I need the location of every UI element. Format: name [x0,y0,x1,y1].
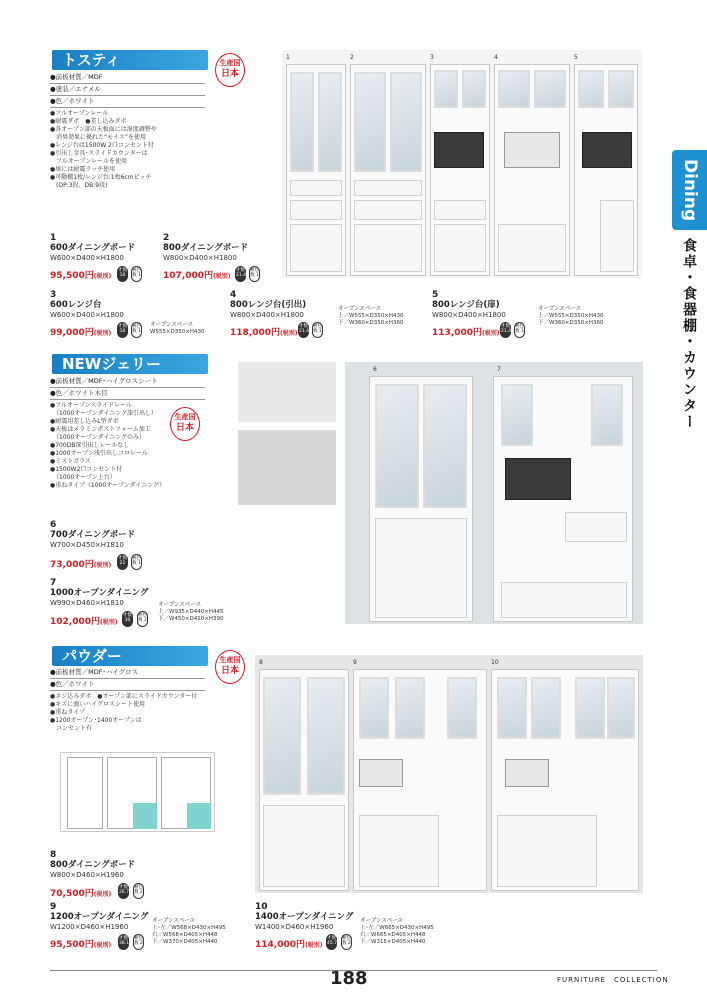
package-badge: 梱包数 2 [133,934,144,950]
package-badge: 梱包数 2 [133,883,144,899]
size-badge: 才数 21 [117,554,128,570]
price: 118,000円(税別) [230,328,298,338]
product-item: 4 800レンジ台(引出) W800×D400×H1800 [230,290,307,319]
package-badge: 梱包数 1 [312,322,323,338]
product-item: 9 1200オープンダイニング W1200×D460×H1960 [50,902,149,931]
package-badge: 梱包数 1 [131,554,142,570]
product-item: 7 1000オープンダイニング W990×D460×H1810 [50,578,149,607]
feature-list-jelly: ●フルオープンスライドレール （1000オープンダイニング深引出し） ●耐震用差し込みL型ダボ ●天板はメラミンポストフォーム加工 （1000オープンダイニングのみ） ●700DB深引出しレールなし ●1000オープン浅引出しコロレール ●ミストガラス ●1500W2口コンセント付 （1000オープン上台） ●重ねタイプ（1000オープンダイニング） [50,402,166,489]
open-space-spec: オープンスペース 上／W555×D350×H430 下／W360×D350×H360 [338,306,404,326]
product-item: 5 800レンジ台(扉) W800×D400×H1800 [432,290,506,319]
open-space-spec: オープンスペース 上／W935×D440×H445 下／W450×D410×H390 [158,602,224,622]
category-label: 食卓・食器棚・カウンター [681,238,697,430]
size-badge: 才数 38.1 [118,934,129,950]
product-item: 8 800ダイニングボード W800×D460×H1960 [50,850,136,879]
spec-list-tosti: ●前板材質／MDF ●塗装／エナメル ●色／ホワイト [50,72,205,108]
open-space-spec: オープンスペース 上／W555×D350×H430 下／W360×D350×H360 [538,306,604,326]
feature-list-tosti: ●フルオープンレール ●耐震ダボ ●差し込みダボ ●各オープン部の天板面には湿度調整や 消臭効果に優れた“モイス”を使用 ●レンジ台は1500W 2口コンセント付 ●引出し金具･スライドカウンターは フルオープンレールを使用 ●扉には耐震ラッチ使用 ●可動棚1枚/レンジ台:1枚6cmピッチ (OP:3段、DB:9段) [50,110,157,189]
category-tab-dining: Dining [672,150,707,230]
product-photo-tosti: 1 2 3 4 5 [282,50,642,278]
spec-list-jelly: ●前板材質／MDF･ハイグロスシート ●色／ホワイト木目 [50,376,205,400]
product-item: 2 800ダイニングボード W800×D400×H1800 [163,233,249,262]
page-number: 188 [330,968,368,989]
package-badge: 梱包数 1 [249,266,260,282]
price: 107,000円(税別) [163,271,231,281]
product-photo-powder: 8 9 10 [255,655,643,893]
product-item: 1 600ダイニングボード W600×D400×H1800 [50,233,136,262]
package-badge: 梱包数 2 [137,611,148,627]
product-photo-jelly: 6 7 [345,362,643,624]
package-badge: 梱包数 1 [514,322,525,338]
product-item: 3 600レンジ台 W600×D400×H1800 [50,290,124,319]
size-badge: 才数 21.4 [298,322,309,338]
package-badge: 梱包数 1 [131,322,142,338]
price: 95,500円(税別) [50,271,112,281]
price: 113,000円(税別) [432,328,500,338]
price: 102,000円(税別) [50,617,118,627]
price: 114,000円(税別) [255,940,323,950]
size-badge: 才数 21.4 [235,266,246,282]
size-badge: 才数 21.4 [500,322,511,338]
price: 95,500円(税別) [50,940,112,950]
origin-stamp: 生産国 日本 [215,650,245,684]
size-badge: 才数 30 [122,611,133,627]
price: 99,000円(税別) [50,328,112,338]
size-badge: 才数 26.7 [118,883,129,899]
size-badge: 才数 45.7 [326,934,337,950]
origin-stamp: 生産国 日本 [215,53,245,87]
price: 70,500円(税別) [50,889,112,899]
size-badge: 才数 16 [117,266,128,282]
section-title-powder: パウダー [52,646,208,666]
product-item: 10 1400オープンダイニング W1400×D460×H1960 [255,902,354,931]
size-badge: 才数 16 [117,322,128,338]
open-space-spec: オープンスペース 上･左／W568×D430×H495 右／W568×D405×H448 下／W370×D405×H440 [152,918,226,945]
section-title-jelly: NEWジェリー [52,354,208,374]
spec-list-powder: ●前板材質／MDF･ハイグロス ●色／ホワイト [50,667,205,691]
product-item: 6 700ダイニングボード W700×D450×H1810 [50,520,136,549]
origin-stamp: 生産国 日本 [170,407,200,441]
price: 73,000円(税別) [50,560,112,570]
feature-list-powder: ●ネジ込みダボ ●オープン部にスライドカウンター付 ●キズに強いハイグロスシート使用 ●重ねタイプ ●1200オープン･1400オープンは コンセント有 [50,693,198,732]
detail-photo-drawer [238,362,336,422]
brand-footer: FURNITURE COLLECTION [557,976,669,984]
open-space-spec: オープンスペース 上･左／W665×D430×H495 右／W665×D405×H448 下／W315×D405×H440 [360,918,434,945]
section-title-tosti: トスティ [52,50,208,70]
package-badge: 梱包数 2 [341,934,352,950]
detail-photo-shelf [238,430,336,505]
open-space-spec: オープンスペース W555×D350×H430 [150,322,205,335]
package-badge: 梱包数 1 [131,266,142,282]
line-drawing-powder [60,752,215,832]
